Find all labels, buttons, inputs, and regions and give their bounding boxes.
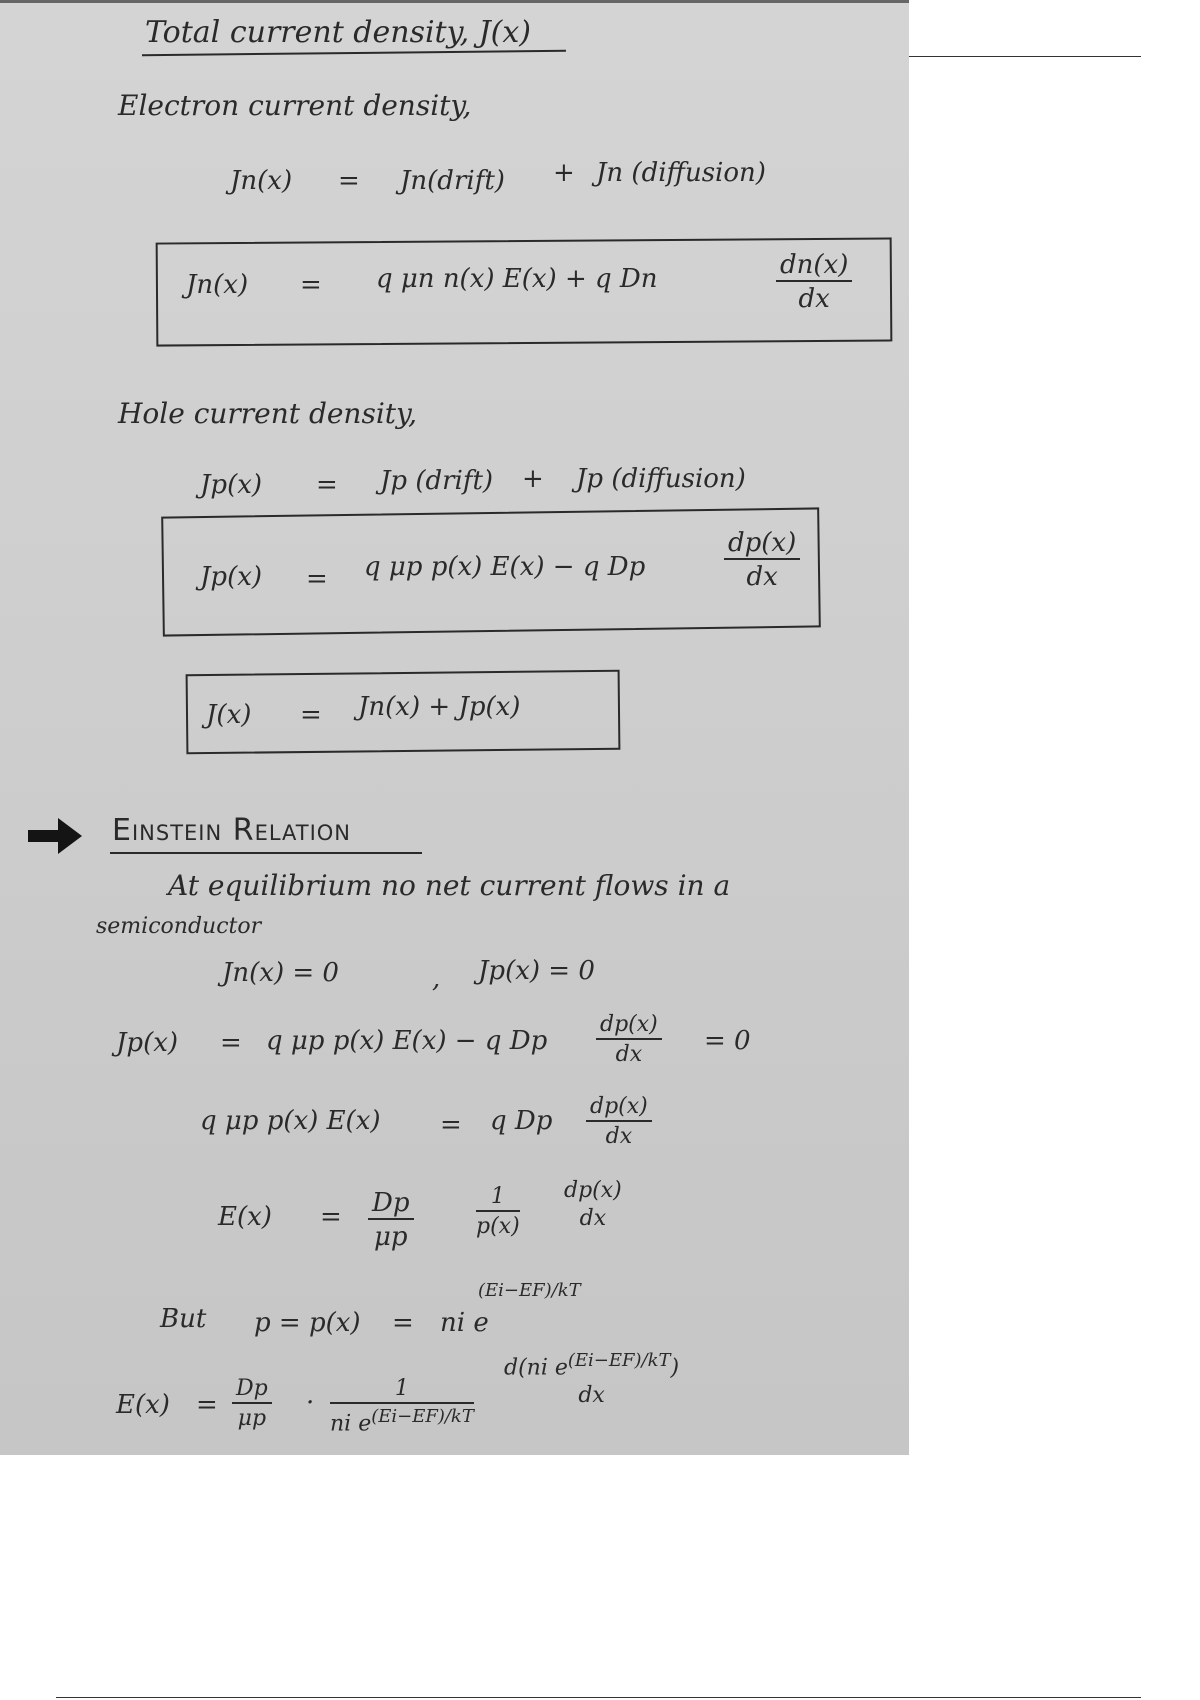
eq3-f2-denominator: p(x) (476, 1214, 520, 1239)
jp-sum-eq: = (316, 470, 338, 500)
jn-box-eq: = (300, 270, 322, 300)
notes-title: Total current density, J(x) (145, 15, 532, 50)
arrow-right-icon (28, 816, 84, 856)
eq5-fraction-3 (500, 1352, 683, 1407)
zero-condition-separator: , (432, 964, 441, 994)
eq3-fraction-1 (368, 1190, 414, 1250)
eq5-f1-numerator: Dp (232, 1378, 272, 1404)
jn-sum-plus: + (553, 158, 575, 188)
eq1-fraction-numerator: dp(x) (596, 1014, 662, 1040)
eq5-f3-num-base: d(ni e (504, 1355, 568, 1381)
eq2-fraction-numerator: dp(x) (586, 1096, 652, 1122)
eq4-lhs: p = p(x) (254, 1308, 361, 1338)
jp-sum-diffusion: Jp (diffusion) (576, 464, 746, 494)
photo-top-edge (0, 0, 909, 3)
eq5-f3-numerator (500, 1352, 683, 1381)
jn-fraction-denominator: dx (798, 284, 830, 314)
eq3-f1-denominator: μp (373, 1222, 408, 1252)
eq5-f3-denominator: dx (578, 1383, 605, 1409)
jn-sum-lhs: Jn(x) (230, 166, 293, 196)
eq5-f2-numerator: 1 (330, 1378, 474, 1404)
jp-box-eq: = (306, 564, 328, 594)
jn-fraction-numerator: dn(x) (776, 252, 852, 282)
eq5-f2-den-base: ni e (330, 1411, 372, 1437)
title-underline (142, 50, 566, 56)
eq5-dot: · (306, 1388, 315, 1418)
eq1-fraction (596, 1014, 662, 1066)
eq3-f3-denominator: dx (579, 1206, 607, 1231)
eq3-fraction-2 (476, 1186, 520, 1238)
page-header-rule (909, 56, 1141, 57)
einstein-underline (110, 852, 422, 854)
jn-box-rhs: q μn n(x) E(x) + q Dn (376, 264, 658, 294)
eq3-f2-numerator: 1 (476, 1186, 520, 1212)
eq2-eq: = (440, 1110, 462, 1140)
eq4-eq: = (392, 1308, 414, 1338)
eq2-lhs: q μp p(x) E(x) (200, 1106, 381, 1136)
eq1-fraction-denominator: dx (615, 1042, 643, 1067)
jn-box-lhs: Jn(x) (186, 270, 249, 300)
eq5-f1-denominator: μp (237, 1406, 267, 1431)
total-box-eq: = (300, 700, 322, 730)
eq3-f1-numerator: Dp (368, 1190, 414, 1220)
eq2-rhs: q Dp (490, 1106, 553, 1136)
eq1-eq: = (220, 1028, 242, 1058)
equilibrium-text-line2: semiconductor (96, 914, 262, 939)
jn-sum-diffusion: Jn (diffusion) (596, 158, 766, 188)
eq5-f2-den-exponent: (Ei−EF)/kT (371, 1406, 474, 1427)
eq4-but: But (160, 1304, 207, 1334)
jp-sum-plus: + (522, 464, 544, 494)
total-box-rhs: Jn(x) + Jp(x) (358, 692, 521, 722)
eq3-f3-numerator: dp(x) (564, 1178, 622, 1203)
electron-heading: Electron current density, (118, 89, 472, 122)
zero-condition-jn: Jn(x) = 0 (222, 958, 339, 988)
eq5-lhs: E(x) (116, 1390, 170, 1420)
eq4-base: ni e (440, 1308, 489, 1338)
jp-box-fraction (724, 530, 800, 590)
einstein-heading: Einstein Relation (112, 813, 352, 848)
eq5-fraction-2 (330, 1378, 474, 1435)
eq5-f2-denominator (330, 1404, 474, 1435)
page-footer-rule (56, 1697, 1141, 1698)
jn-sum-eq: = (338, 166, 360, 196)
eq1-rhs: q μp p(x) E(x) − q Dp (266, 1026, 548, 1056)
hole-heading: Hole current density, (118, 397, 418, 430)
eq2-fraction-denominator: dx (605, 1124, 633, 1149)
jp-sum-drift: Jp (drift) (380, 466, 494, 496)
total-box-lhs: J(x) (206, 700, 252, 730)
eq4-exponent: (Ei−EF)/kT (478, 1280, 581, 1301)
equilibrium-text-line1: At equilibrium no net current flows in a (168, 869, 731, 902)
jp-box-lhs: Jp(x) (200, 562, 263, 592)
eq3-fraction-3 (560, 1180, 626, 1230)
jp-box-rhs: q μp p(x) E(x) − q Dp (364, 552, 646, 582)
eq5-eq: = (196, 1390, 218, 1420)
eq1-tail: = 0 (704, 1026, 751, 1056)
jp-fraction-numerator: dp(x) (724, 530, 800, 560)
eq3-eq: = (320, 1202, 342, 1232)
jp-sum-lhs: Jp(x) (200, 470, 263, 500)
eq5-f3-num-close: ) (670, 1355, 680, 1381)
eq2-fraction (586, 1096, 652, 1148)
eq5-fraction-1 (232, 1378, 272, 1430)
jp-fraction-denominator: dx (746, 562, 778, 592)
zero-condition-jp: Jp(x) = 0 (478, 956, 595, 986)
eq3-lhs: E(x) (218, 1202, 272, 1232)
jn-sum-drift: Jn(drift) (400, 166, 505, 196)
eq5-f3-num-exponent: (Ei−EF)/kT (567, 1350, 671, 1371)
jn-box-fraction (776, 252, 852, 312)
eq1-lhs: Jp(x) (116, 1028, 179, 1058)
